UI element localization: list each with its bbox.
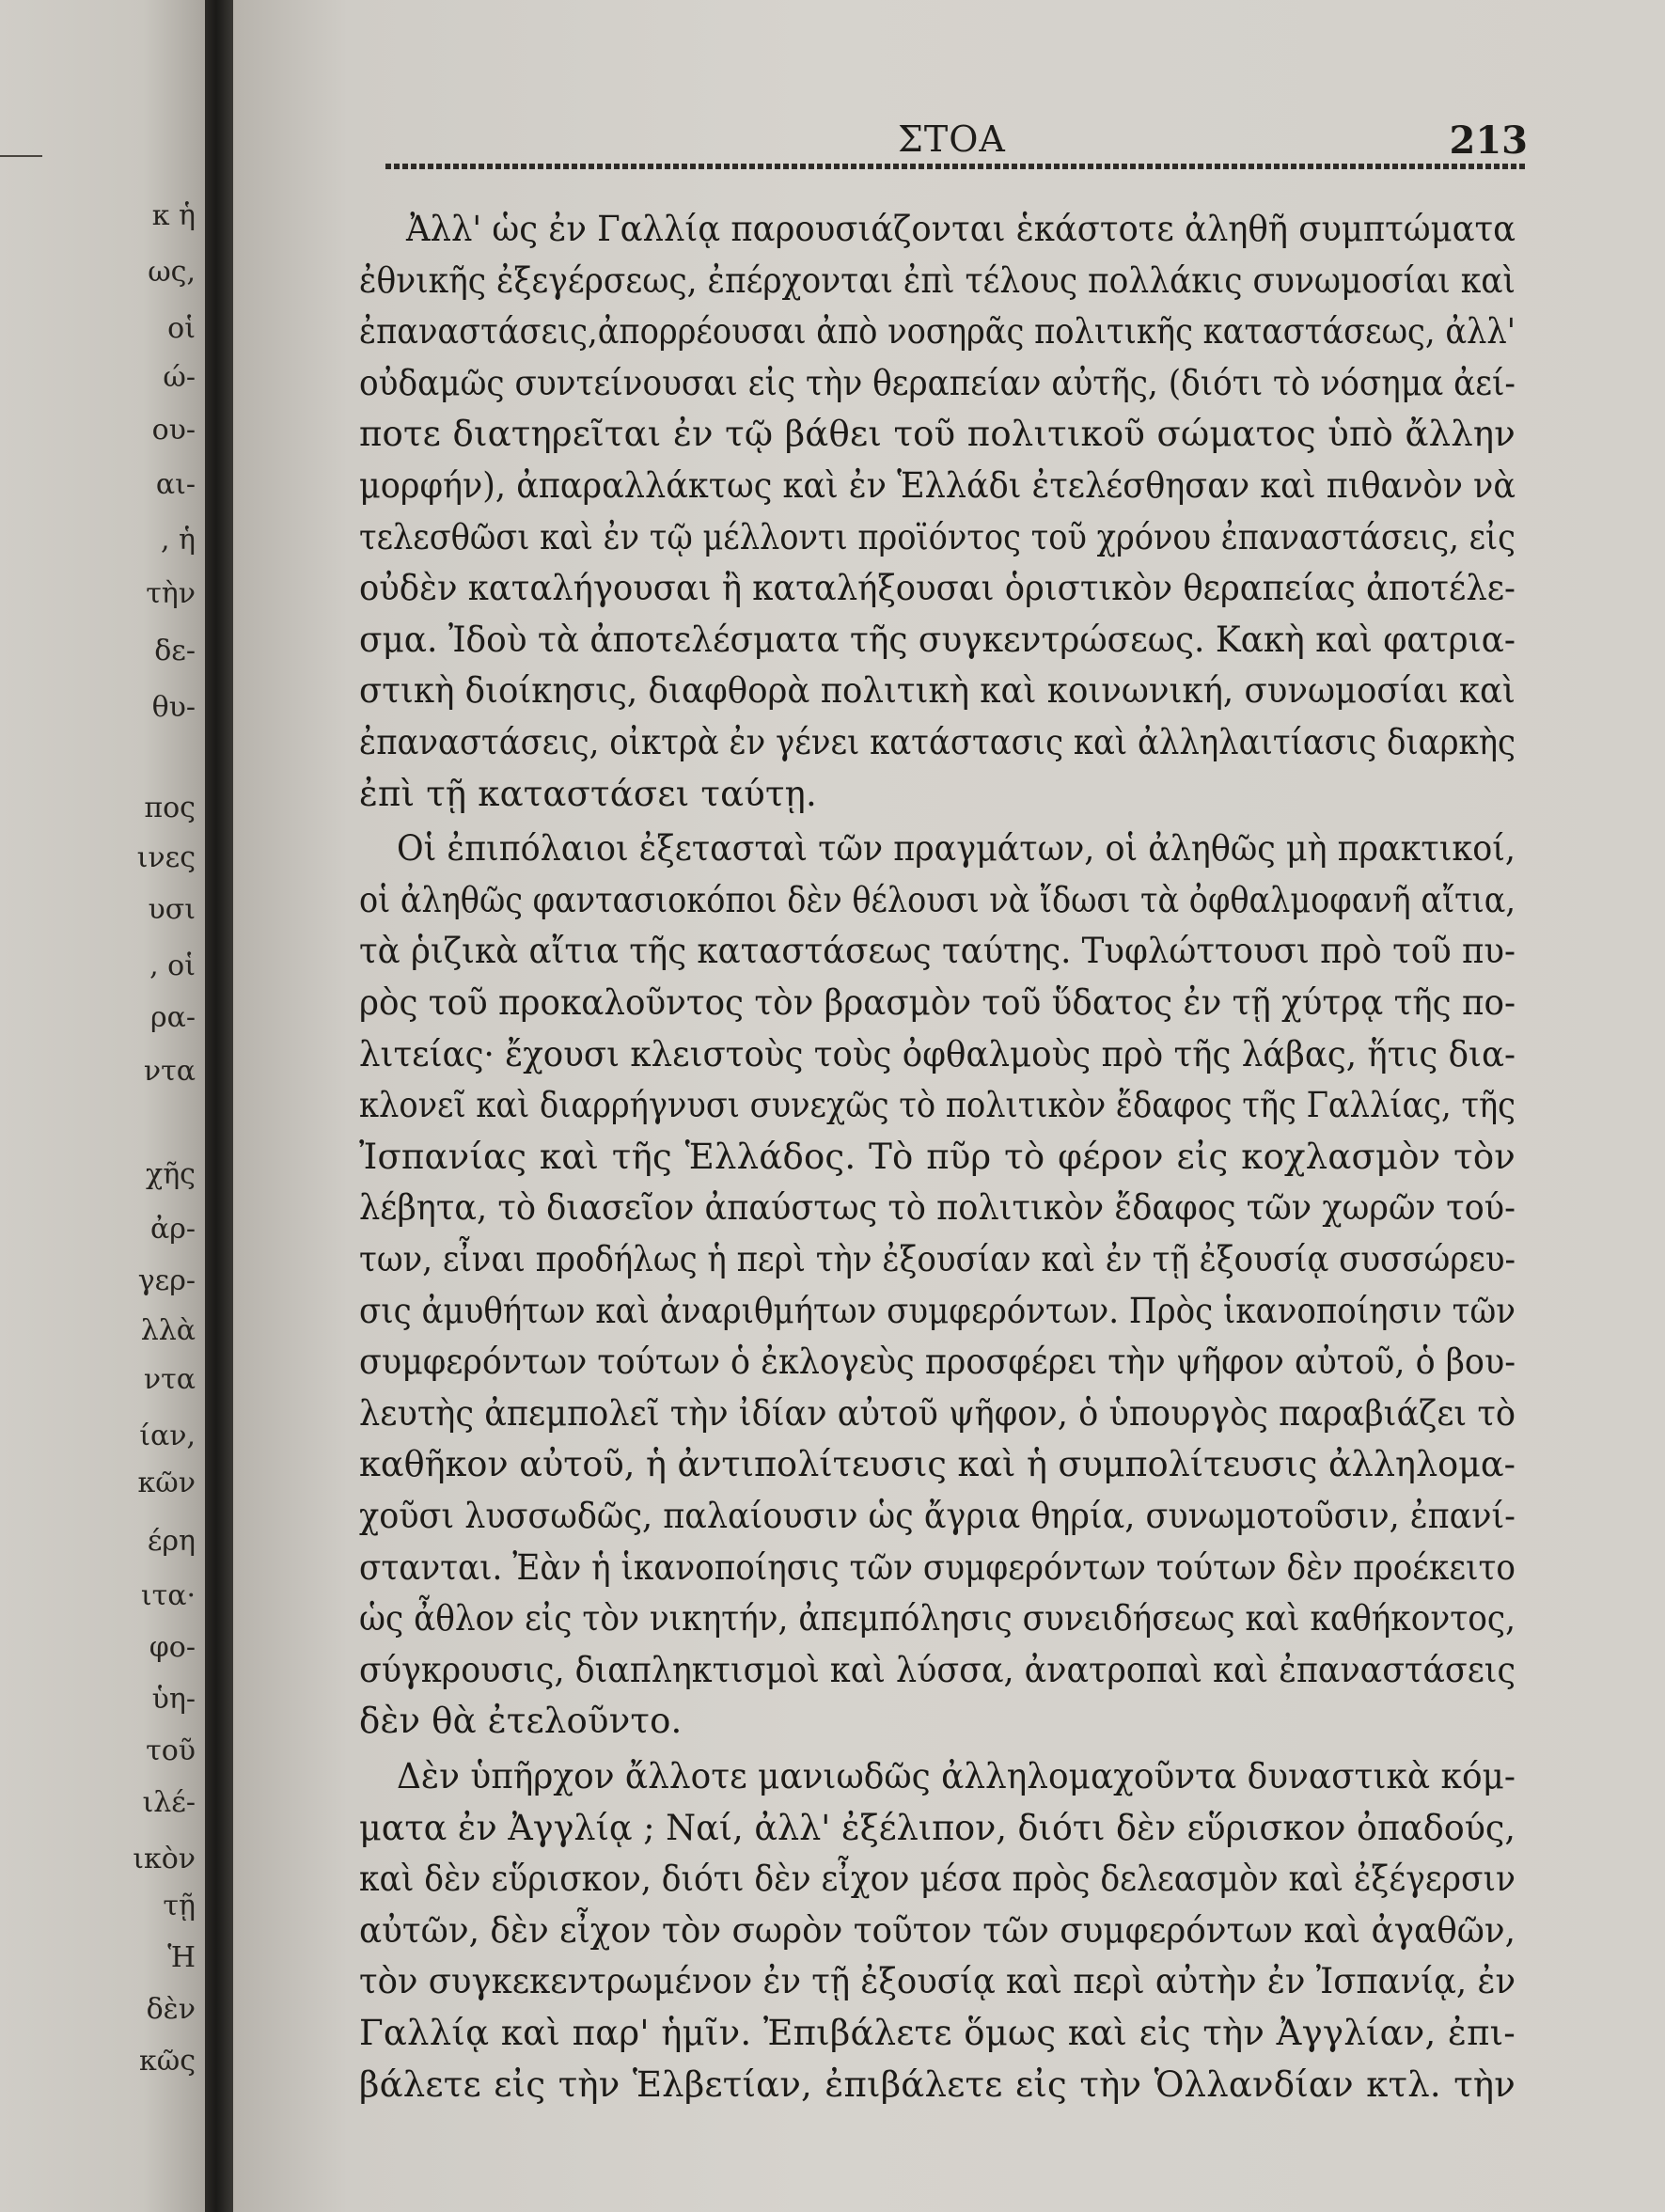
text-line: χοῦσι λυσσωδῶς, παλαίουσιν ὡς ἄγρια θηρία, συνωμοτοῦσιν, ἐπανί- bbox=[359, 1496, 1516, 1536]
left-page-fragment: , ἡ bbox=[160, 524, 196, 557]
left-page-fragment: αι- bbox=[155, 468, 196, 501]
text-line: κλονεῖ καὶ διαρρήγνυσι συνεχῶς τὸ πολιτικὸν ἔδαφος τῆς Γαλλίας, τῆς bbox=[359, 1085, 1516, 1126]
left-page-fragment: ιτα· bbox=[140, 1579, 196, 1612]
left-page-fragment: κῶν bbox=[137, 1467, 196, 1499]
text-line: ἐπαναστάσεις, οἰκτρὰ ἐν γένει κατάστασις καὶ ἀλληλαιτίασις διαρκὴς bbox=[359, 722, 1516, 762]
left-page-fragment: ντα bbox=[143, 1363, 196, 1396]
text-line: βάλετε εἰς τὴν Ἑλβετίαν, ἐπιβάλετε εἰς τὴν Ὁλλανδίαν κτλ. τὴν bbox=[359, 2063, 1516, 2105]
text-line: συμφερόντων τούτων ὁ ἐκλογεὺς προσφέρει τὴν ψῆφον αὐτοῦ, ὁ βου- bbox=[359, 1341, 1516, 1383]
header-rule bbox=[385, 164, 1528, 169]
text-line: τὰ ῥιζικὰ αἴτια τῆς καταστάσεως ταύτης. Τυφλώττουσι πρὸ τοῦ πυ- bbox=[359, 931, 1516, 972]
left-page-fragment: ώ- bbox=[163, 361, 196, 394]
left-page-rule bbox=[0, 155, 42, 157]
left-page-fragment: ου- bbox=[151, 414, 196, 447]
left-page-fragment: δὲν bbox=[146, 1993, 196, 2026]
text-line: των, εἶναι προδήλως ἡ περὶ τὴν ἐξουσίαν καὶ ἐν τῇ ἐξουσίᾳ συσσώρευ- bbox=[359, 1239, 1516, 1279]
text-line: ποτε διατηρεῖται ἐν τῷ βάθει τοῦ πολιτικοῦ σώματος ὑπὸ ἄλλην bbox=[359, 414, 1516, 455]
left-page-strip bbox=[0, 0, 205, 2212]
text-line: οὐδαμῶς συντείνουσαι εἰς τὴν θεραπείαν αὐτῆς, (διότι τὸ νόσημα ἀεί- bbox=[359, 362, 1516, 403]
left-page-fragment: ικὸν bbox=[133, 1843, 196, 1875]
text-line: δὲν θὰ ἐτελοῦντο. bbox=[359, 1701, 683, 1742]
text-line: καθῆκον αὐτοῦ, ἡ ἀντιπολίτευσις καὶ ἡ συμπολίτευσις ἀλληλομα- bbox=[359, 1444, 1516, 1485]
text-line: λευτὴς ἀπεμπολεῖ τὴν ἰδίαν αὐτοῦ ψῆφον, ὁ ὑπουργὸς παραβιάζει τὸ bbox=[359, 1392, 1516, 1434]
left-page-fragment: φο- bbox=[149, 1631, 196, 1664]
left-page-fragment: υσι bbox=[148, 893, 196, 926]
text-line: μορφήν), ἀπαραλλάκτως καὶ ἐν Ἑλλάδι ἐτελέσθησαν καὶ πιθανὸν νὰ bbox=[359, 465, 1516, 506]
left-page-fragment: ντα bbox=[143, 1055, 196, 1088]
text-line: λέβητα, τὸ διασεῖον ἀπαύστως τὸ πολιτικὸν ἔδαφος τῶν χωρῶν τού- bbox=[359, 1187, 1516, 1229]
binding-gutter bbox=[205, 0, 233, 2212]
page-header bbox=[385, 118, 1528, 165]
text-line: ρὸς τοῦ προκαλοῦντος τὸν βρασμὸν τοῦ ὕδατος ἐν τῇ χύτρᾳ τῆς πο- bbox=[359, 982, 1516, 1023]
left-page-fragment: λλὰ bbox=[140, 1314, 196, 1347]
left-page-fragment: πος bbox=[144, 792, 196, 824]
text-line: σύγκρουσις, διαπληκτισμοὶ καὶ λύσσα, ἀνατροπαὶ καὶ ἐπαναστάσεις bbox=[359, 1649, 1516, 1690]
text-line: καὶ δὲν εὕρισκον, διότι δὲν εἶχον μέσα πρὸς δελεασμὸν καὶ ἐξέγερσιν bbox=[359, 1859, 1516, 1900]
text-line: τὸν συγκεκεντρωμένον ἐν τῇ ἐξουσίᾳ καὶ περὶ αὐτὴν ἐν Ἰσπανίᾳ, ἐν bbox=[359, 1961, 1516, 2002]
text-line: σμα. Ἰδοὺ τὰ ἀποτελέσματα τῆς συγκεντρώσεως. Κακὴ καὶ φατρια- bbox=[359, 619, 1516, 660]
left-page-fragment: θυ- bbox=[151, 691, 196, 724]
left-page-fragment: γερ- bbox=[137, 1264, 196, 1297]
text-line: λιτείας· ἔχουσι κλειστοὺς τοὺς ὀφθαλμοὺς πρὸ τῆς λάβας, ἥτις δια- bbox=[359, 1033, 1516, 1075]
left-page-fragment: ὑη- bbox=[151, 1683, 196, 1716]
text-line: Ἰσπανίας καὶ τῆς Ἑλλάδος. Τὸ πῦρ τὸ φέρον εἰς κοχλασμὸν τὸν bbox=[359, 1136, 1516, 1177]
left-page-fragment: ἀρ- bbox=[149, 1213, 196, 1246]
running-title: ΣΤΟΑ bbox=[898, 118, 1006, 160]
text-line: Γαλλίᾳ καὶ παρ' ἡμῖν. Ἐπιβάλετε ὅμως καὶ εἰς τὴν Ἀγγλίαν, ἐπι- bbox=[359, 2013, 1516, 2053]
left-page-fragment: ως, bbox=[148, 256, 196, 289]
left-page-fragment: , οἱ bbox=[149, 949, 196, 982]
left-page-fragment: τῇ bbox=[163, 1890, 196, 1922]
text-line: ὡς ἆθλον εἰς τὸν νικητήν, ἀπεμπόλησις συνειδήσεως καὶ καθήκοντος, bbox=[359, 1598, 1516, 1639]
text-line: οἱ ἀληθῶς φαντασιοκόποι δὲν θέλουσι νὰ ἴδωσι τὰ ὀφθαλμοφανῆ αἴτια, bbox=[359, 879, 1516, 920]
text-line: οὐδὲν καταλήγουσαι ἢ καταλήξουσαι ὁριστικὸν θεραπείας ἀποτέλε- bbox=[359, 568, 1516, 609]
text-line: ματα ἐν Ἀγγλίᾳ ; Ναί, ἀλλ' ἐξέλιπον, διότι δὲν εὕρισκον ὀπαδούς, bbox=[359, 1807, 1516, 1848]
left-page-fragment: ιλέ- bbox=[142, 1786, 196, 1819]
left-page-fragment: κ ἡ bbox=[151, 199, 196, 232]
page-number: 213 bbox=[1449, 118, 1528, 163]
left-page-fragment: τὴν bbox=[146, 577, 196, 610]
left-page-fragment: έρη bbox=[147, 1525, 196, 1558]
left-page-fragment: Ἡ bbox=[167, 1941, 196, 1974]
text-line: ἐπὶ τῇ καταστάσει ταύτῃ. bbox=[359, 773, 817, 814]
text-line: Δὲν ὑπῆρχον ἄλλοτε μανιωδῶς ἀλληλομαχοῦντα δυναστικὰ κόμ- bbox=[397, 1756, 1516, 1796]
text-line: Οἱ ἐπιπόλαιοι ἐξετασταὶ τῶν πραγμάτων, οἱ ἀληθῶς μὴ πρακτικοί, bbox=[397, 828, 1516, 870]
text-line: τελεσθῶσι καὶ ἐν τῷ μέλλοντι προϊόντος τοῦ χρόνου ἐπαναστάσεις, εἰς bbox=[359, 516, 1516, 557]
text-line: αὐτῶν, δὲν εἶχον τὸν σωρὸν τοῦτον τῶν συμφερόντων καὶ ἀγαθῶν, bbox=[359, 1909, 1516, 1951]
left-page-fragment: χῆς bbox=[146, 1158, 196, 1191]
text-line: ἐπαναστάσεις,ἀπορρέουσαι ἀπὸ νοσηρᾶς πολιτικῆς καταστάσεως, ἀλλ' bbox=[359, 311, 1516, 353]
left-page-fragment: δε- bbox=[154, 635, 196, 667]
text-line: Ἀλλ' ὡς ἐν Γαλλίᾳ παρουσιάζονται ἑκάστοτε ἀληθῆ συμπτώματα bbox=[406, 209, 1516, 249]
text-line: σις ἀμυθήτων καὶ ἀναριθμήτων συμφερόντων. Πρὸς ἱκανοποίησιν τῶν bbox=[359, 1290, 1516, 1331]
text-line: στανται. Ἐὰν ἡ ἱκανοποίησις τῶν συμφερόντων τούτων δὲν προέκειτο bbox=[359, 1546, 1516, 1588]
left-page-fragment: τοῦ bbox=[146, 1734, 196, 1767]
left-page-fragment: κῶς bbox=[138, 2045, 196, 2078]
left-page-fragment: ινες bbox=[136, 841, 196, 874]
left-page-fragment: ίαν, bbox=[139, 1420, 196, 1452]
left-page-fragment: οἱ bbox=[167, 312, 196, 345]
text-line: στικὴ διοίκησις, διαφθορὰ πολιτικὴ καὶ κοινωνική, συνωμοσίαι καὶ bbox=[359, 670, 1516, 712]
left-page-fragment: ρα- bbox=[149, 1001, 196, 1034]
text-line: ἐθνικῆς ἐξεγέρσεως, ἐπέρχονται ἐπὶ τέλους πολλάκις συνωμοσίαι καὶ bbox=[359, 259, 1516, 301]
